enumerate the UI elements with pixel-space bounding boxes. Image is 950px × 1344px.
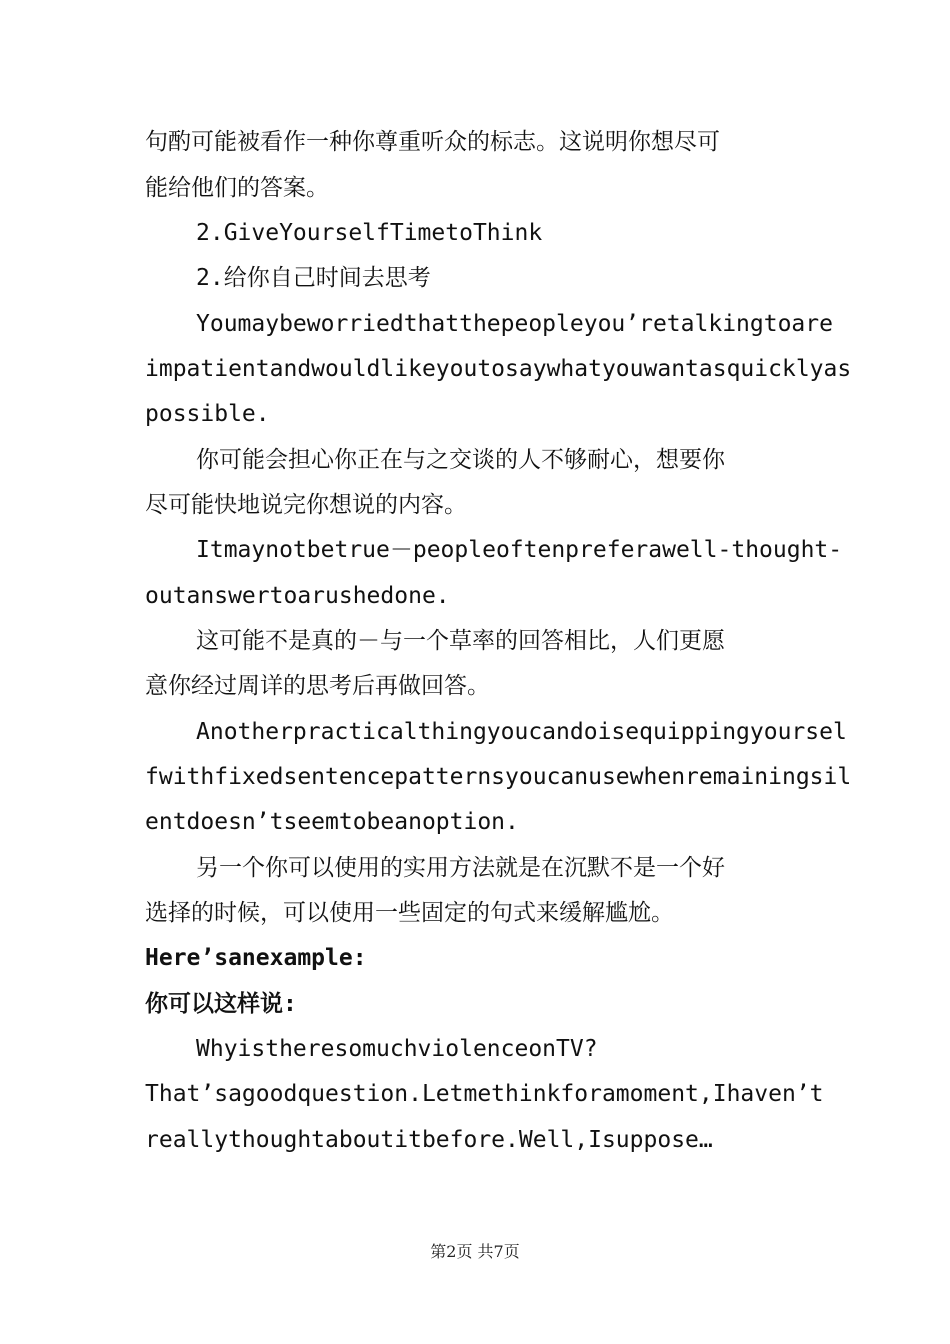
text-line: 尽可能快地说完你想说的内容。: [145, 492, 467, 518]
text-line: 能给他们的答案。: [145, 175, 329, 201]
text-line: 另一个你可以使用的实用方法就是在沉默不是一个好: [196, 855, 725, 881]
example-heading-english: Here’sanexample:: [145, 945, 367, 971]
text-line: 意你经过周详的思考后再做回答。: [145, 673, 490, 699]
text-line: fwithfixedsentencepatternsyoucanusewhenremainingsil: [145, 764, 852, 790]
text-line: Anotherpracticalthingyoucandoisequippingyoursel: [196, 719, 847, 745]
text-line: entdoesn’tseemtobeanoption.: [145, 809, 519, 835]
text-line: outanswertoarushedone.: [145, 583, 450, 609]
text-line: 选择的时候，可以使用一些固定的句式来缓解尴尬。: [145, 900, 674, 926]
text-line: 这可能不是真的－与一个草率的回答相比，人们更愿: [196, 628, 725, 654]
text-line: Youmaybeworriedthatthepeopleyou’retalkingtoare: [196, 311, 833, 337]
page-number-footer: 第2页 共7页: [430, 1242, 520, 1261]
text-line: possible.: [145, 401, 270, 427]
text-line: reallythoughtaboutitbefore.Well,Isuppose…: [145, 1127, 713, 1153]
example-heading-chinese: 你可以这样说:: [145, 991, 297, 1017]
text-line: That’sagoodquestion.Letmethinkforamoment,Ihaven’t: [145, 1081, 824, 1107]
text-line: Itmaynotbetrue－peopleoftenpreferawell-thought-: [196, 537, 843, 563]
text-line: 句酌可能被看作一种你尊重听众的标志。这说明你想尽可: [145, 129, 720, 155]
section-heading-english: 2.GiveYourselfTimetoThink: [196, 220, 543, 246]
text-line: impatientandwouldlikeyoutosaywhatyouwantasquicklyas: [145, 356, 852, 382]
text-line: 你可能会担心你正在与之交谈的人不够耐心，想要你: [196, 447, 725, 473]
section-heading-chinese: 2.给你自己时间去思考: [196, 265, 431, 291]
text-line: WhyistheresomuchviolenceonTV?: [196, 1036, 598, 1062]
